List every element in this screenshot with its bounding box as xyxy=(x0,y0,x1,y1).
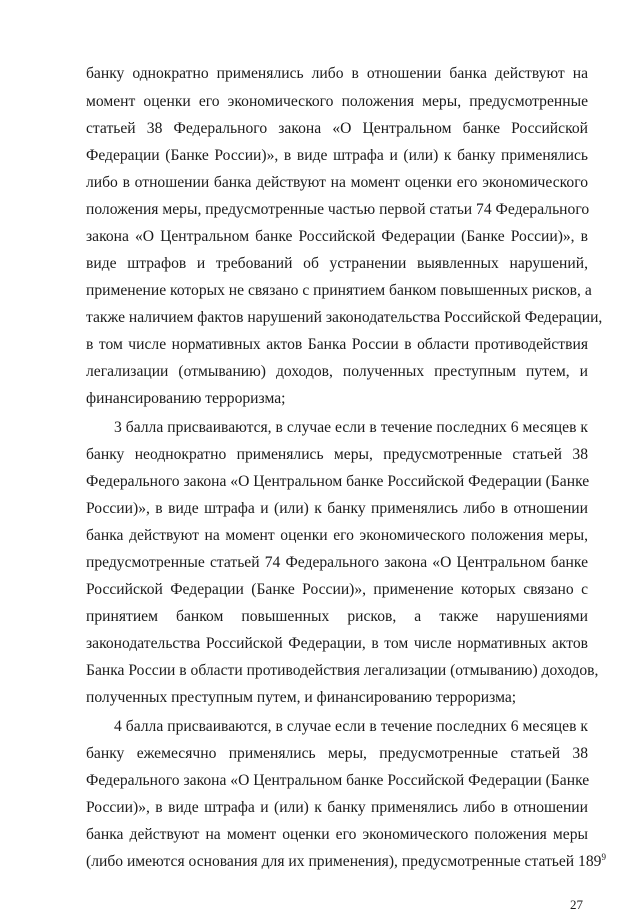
text-line: Российской Федерации (Банке России)», применение которых связано с xyxy=(86,581,588,598)
text-line: в том числе нормативных актов Банка России в области противодействия xyxy=(86,336,588,353)
text-line: банку однократно применялись либо в отношении банка действуют на xyxy=(86,65,588,82)
text-line: применение которых не связано с принятием банком повышенных рисков, а xyxy=(86,282,592,299)
text-line: финансированию терроризма; xyxy=(86,390,286,407)
paragraph-first-line: 3 балла присваиваются, в случае если в течение последних 6 месяцев к xyxy=(114,419,588,436)
text-line: России)», в виде штрафа и (или) к банку применялись либо в отношении xyxy=(86,500,588,517)
text-line: банка действуют на момент оценки его экономического положения меры xyxy=(86,826,588,843)
text-line: полученных преступным путем, и финансированию терроризма; xyxy=(86,689,517,706)
text-line: Федерального закона «О Центральном банке Российской Федерации (Банке xyxy=(86,772,590,789)
text-line: Банка России в области противодействия легализации (отмыванию) доходов, xyxy=(86,662,599,679)
footnote-mark[interactable]: 9 xyxy=(601,851,606,862)
text-line: банку неоднократно применялись меры, предусмотренные статьей 38 xyxy=(86,446,588,463)
text-line: момент оценки его экономического положения меры, предусмотренные xyxy=(86,93,588,110)
paragraph-first-line: 4 балла присваиваются, в случае если в течение последних 6 месяцев к xyxy=(114,718,588,735)
text-line: виде штрафов и требований об устранении выявленных нарушений, xyxy=(86,255,588,272)
text-line: России)», в виде штрафа и (или) к банку применялись либо в отношении xyxy=(86,799,588,816)
text-line: либо в отношении банка действуют на момент оценки его экономического xyxy=(86,174,588,191)
text-line-with-footnote xyxy=(86,851,606,872)
text-line: также наличием фактов нарушений законодательства Российской Федерации, xyxy=(86,309,603,326)
text-line: положения меры, предусмотренные частью первой статьи 74 Федерального xyxy=(86,201,590,218)
text-line: Федерального закона «О Центральном банке Российской Федерации (Банке xyxy=(86,473,590,490)
text-line: закона «О Центральном банке Российской Федерации (Банке России)», в xyxy=(86,228,588,245)
text-line: банку ежемесячно применялись меры, предусмотренные статьей 38 xyxy=(86,745,588,762)
text-line: легализации (отмыванию) доходов, полученных преступным путем, и xyxy=(86,363,588,380)
text-line: (либо имеются основания для их применения), предусмотренные статьей 189 xyxy=(86,853,602,870)
page-number: 27 xyxy=(570,897,583,912)
text-line: предусмотренные статьей 74 Федерального закона «О Центральном банке xyxy=(86,554,588,571)
text-line: законодательства Российской Федерации, в том числе нормативных актов xyxy=(86,635,588,652)
text-line: принятием банком повышенных рисков, а также нарушениями xyxy=(86,608,588,625)
text-line: статьей 38 Федерального закона «О Центральном банке Российской xyxy=(86,120,588,137)
text-line: банка действуют на момент оценки его экономического положения меры, xyxy=(86,527,588,544)
text-line: Федерации (Банке России)», в виде штрафа и (или) к банку применялись xyxy=(86,147,588,164)
